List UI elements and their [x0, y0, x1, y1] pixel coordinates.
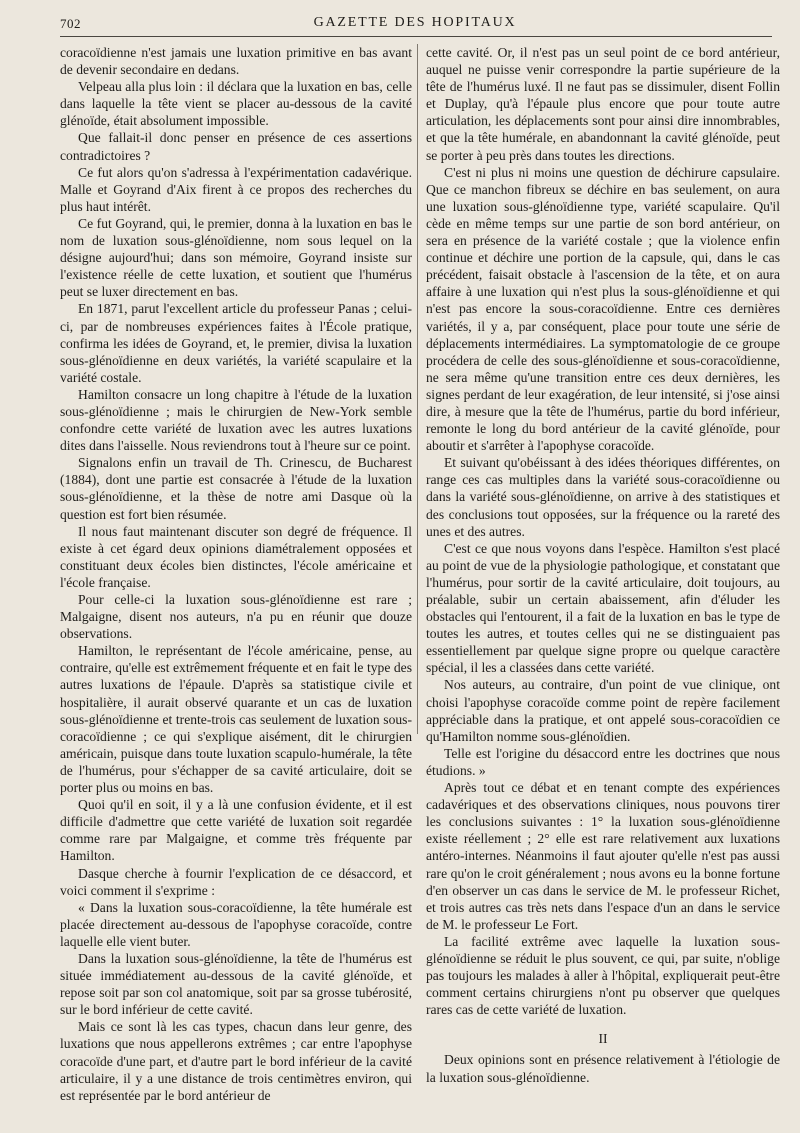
paragraph: Hamilton, le représentant de l'école américaine, pense, au contraire, qu'elle est extrêmement fréquente et en fait le type des autres luxations de l'épaule. D'après sa statistique civile et hospitalière, il aurait observé quarante et un cas de luxation sous-glénoïdienne et trente-trois cas seulement de luxation sous-coracoïdienne ; ce qui s'explique aisément, dit le chirurgien américain, puisque dans toute luxation scapulo-humérale, la tête de l'humérus, pour s'échapper de sa cavité articulaire, doit se porter plus ou moins en bas. — [60, 643, 412, 796]
paragraph: Après tout ce débat et en tenant compte des expériences cadavériques et des observations cliniques, nous pouvons tirer les conclusions suivantes : 1° la luxation sous-glénoïdienne existe réellement ; 2° elle est rare relativement aux luxations antéro-internes. Néanmoins il faut ajouter qu'elle n'est pas aussi rare qu'on le croit généralement ; nous avons eu la bonne fortune d'en observer un cas dans le service de M. le professeur Richet, et trois autres cas très nets dans l'espace d'un an dans le service de M. le professeur Le Fort. — [426, 780, 780, 932]
quoted-paragraph: Dans la luxation sous-glénoïdienne, la tête de l'humérus est située immédiatement au-dessous de la cavité glénoïde, et repose soit par son col anatomique, soit par sa grosse tubérosité, sur le bord inférieur de cette cavité. — [60, 950, 412, 1018]
paragraph: coracoïdienne n'est jamais une luxation primitive en bas avant de devenir secondaire en dedans. — [60, 45, 412, 78]
paragraph: Signalons enfin un travail de Th. Crinescu, de Bucharest (1884), dont une partie est consacrée à l'étude de la luxation sous-glénoïdienne, et la thèse de notre ami Dasque où la question est fort bien résumée. — [60, 455, 412, 522]
paragraph: La facilité extrême avec laquelle la luxation sous-glénoïdienne se réduit le plus souvent, ce qui, par suite, n'oblige pas toujours les malades à aller à l'hôpital, expliquerait peut-être comment certains chirurgiens n'ont pu observer que quelques rares cas de cette variété de luxation. — [426, 933, 780, 1018]
paragraph: Ce fut alors qu'on s'adressa à l'expérimentation cadavérique. Malle et Goyrand d'Aix firent à ce propos des recherches du plus haut intérêt. — [60, 164, 412, 214]
header-rule — [60, 36, 772, 37]
quoted-paragraph: cette cavité. Or, il n'est pas un seul point de ce bord antérieur, auquel ne puisse venir correspondre la partie supérieure de la tête de l'humérus luxé. Il ne faut pas se dissimuler, disent Follin et Duplay, qu'à l'épaule plus encore que pour toute autre articulation, les déplacements sont pour ainsi dire innombrables, et que la tête humérale, en abandonnant la cavité glénoïde, peut se porter à peu près dans toutes les directions. — [426, 45, 780, 163]
paragraph: Quoi qu'il en soit, il y a là une confusion évidente, et il est difficile d'admettre que cette variété de luxation soit regardée comme rare par Malgaigne, et comme très fréquente par Hamilton. — [60, 797, 412, 864]
paragraph: Pour celle-ci la luxation sous-glénoïdienne est rare ; Malgaigne, disent nos auteurs, n'a pu en réunir que douze observations. — [60, 592, 412, 642]
right-column — [426, 44, 780, 1086]
paragraph: Ce fut Goyrand, qui, le premier, donna à la luxation en bas le nom de luxation sous-glénoïdienne, nom sous lequel on la désigne aujourd'hui; dans son mémoire, Goyrand insiste sur l'existence réelle de cette luxation, et soutient que l'humérus peut se luxer directement en bas. — [60, 215, 412, 300]
section-opening-paragraph: Deux opinions sont en présence relativement à l'étiologie de la luxation sous-glénoïdienne. — [426, 1052, 780, 1085]
quoted-paragraph: Nos auteurs, au contraire, d'un point de vue clinique, ont choisi l'apophyse coracoïde comme point de repère facilement appréciable dans la pratique, et ont appelé sous-coracoïdien ce qu'Hamilton nomme sous-glénoïdien. — [426, 677, 780, 744]
paragraph: Il nous faut maintenant discuter son degré de fréquence. Il existe à cet égard deux opinions diamétralement opposées et constituant deux écoles bien distinctes, l'école américaine et l'école française. — [60, 523, 412, 590]
quoted-paragraph: Telle est l'origine du désaccord entre les doctrines que nous étudions. » — [426, 745, 780, 778]
paragraph: Hamilton consacre un long chapitre à l'étude de la luxation sous-glénoïdienne ; mais le chirurgien de New-York semble confondre cette variété de luxation avec les autres luxations dites dans l'aisselle. Nous reviendrons tout à l'heure sur ce point. — [60, 386, 412, 454]
paragraph: Que fallait-il donc penser en présence de ces assertions contradictoires ? — [60, 130, 412, 163]
paragraph: Dasque cherche à fournir l'explication de ce désaccord, et voici comment il s'exprime : — [60, 865, 412, 898]
quoted-paragraph: Et suivant qu'obéissant à des idées théoriques différentes, on range ces cas multiples dans la variété sous-coracoïdienne ou dans la variété sous-glénoïdienne, on arrive à des statistiques et des conclusions tout opposées, sur la fréquence ou la rareté des unes et des autres. — [426, 455, 780, 539]
quoted-paragraph: C'est ce que nous voyons dans l'espèce. Hamilton s'est placé au point de vue de la physiologie pathologique, et constatant que l'humérus, pour sortir de la cavité articulaire, doit toujours, au préalable, subir un certain abaissement, afin d'éluder les obstacles qui l'entourent, il a fait de la luxation en bas le type de toutes les autres, et toutes celles qui ne se distinguaient pas essentiellement par quelque signe propre ou quelque caractère spécial, il les a classées dans cette variété. — [426, 540, 780, 676]
left-column — [60, 44, 412, 1104]
column-divider — [417, 44, 418, 734]
page-header — [60, 8, 770, 38]
section-number: II — [598, 1031, 608, 1047]
paragraph: Velpeau alla plus loin : il déclara que la luxation en bas, celle dans laquelle la tête vient se placer au-dessous de la cavité glénoïde, était absolument impossible. — [60, 79, 412, 129]
quoted-paragraph: « Dans la luxation sous-coracoïdienne, la tête humérale est placée directement au-dessous de l'apophyse coracoïde, contre laquelle elle vient buter. — [60, 899, 412, 949]
running-title: GAZETTE DES HOPITAUX — [313, 15, 517, 30]
quoted-paragraph: Mais ce sont là les cas types, chacun dans leur genre, des luxations que nous appellerons extrêmes ; car entre l'apophyse coracoïde d'une part, et d'autre part le bord inférieur de la cavité articulaire, il y a une distance de trois centimètres environ, qui est représentée par le bord antérieur de — [60, 1019, 412, 1103]
quoted-paragraph: C'est ni plus ni moins une question de déchirure capsulaire. Que ce manchon fibreux se déchire en bas seulement, on aura une luxation sous-glénoïdienne type, variété scapulaire. Qu'il cède en même temps sur une partie de son bord antérieur, on sera en présence de la variété costale ; que la violence enfin continue et déchire une portion de la capsule, qui, dans le cas précédent, faisait obstacle à l'ascension de la tête, et on aura affaire à une luxation qui n'est plus la sous-glénoïdienne et qui n'est pas encore la sous-coracoïdienne. Entre ces dernières variétés, il y a, par conséquent, place pour toute une série de déplacements intermédiaires. La symptomatologie de ce groupe procédera de celle des sous-glénoïdienne et sous-coracoïdienne, ne sera même qu'une transition entre ces deux dernières, les signes perdant de leur exagération, de leur intensité, si j'ose ainsi dire, à mesure que la tête de l'humérus, partie du bord inférieur, remonte le long du bord antérieur de la cavité glénoïde, pour aboutir et s'arrêter à l'apophyse coracoïde. — [426, 164, 780, 454]
paragraph: En 1871, parut l'excellent article du professeur Panas ; celui-ci, par de nombreuses expériences faites à l'École pratique, confirma les idées de Goyrand, et, le premier, divisa la luxation sous-glénoïdienne en deux variétés, la variété scapulaire et la variété costale. — [60, 301, 412, 385]
page-number: 702 — [60, 16, 81, 31]
